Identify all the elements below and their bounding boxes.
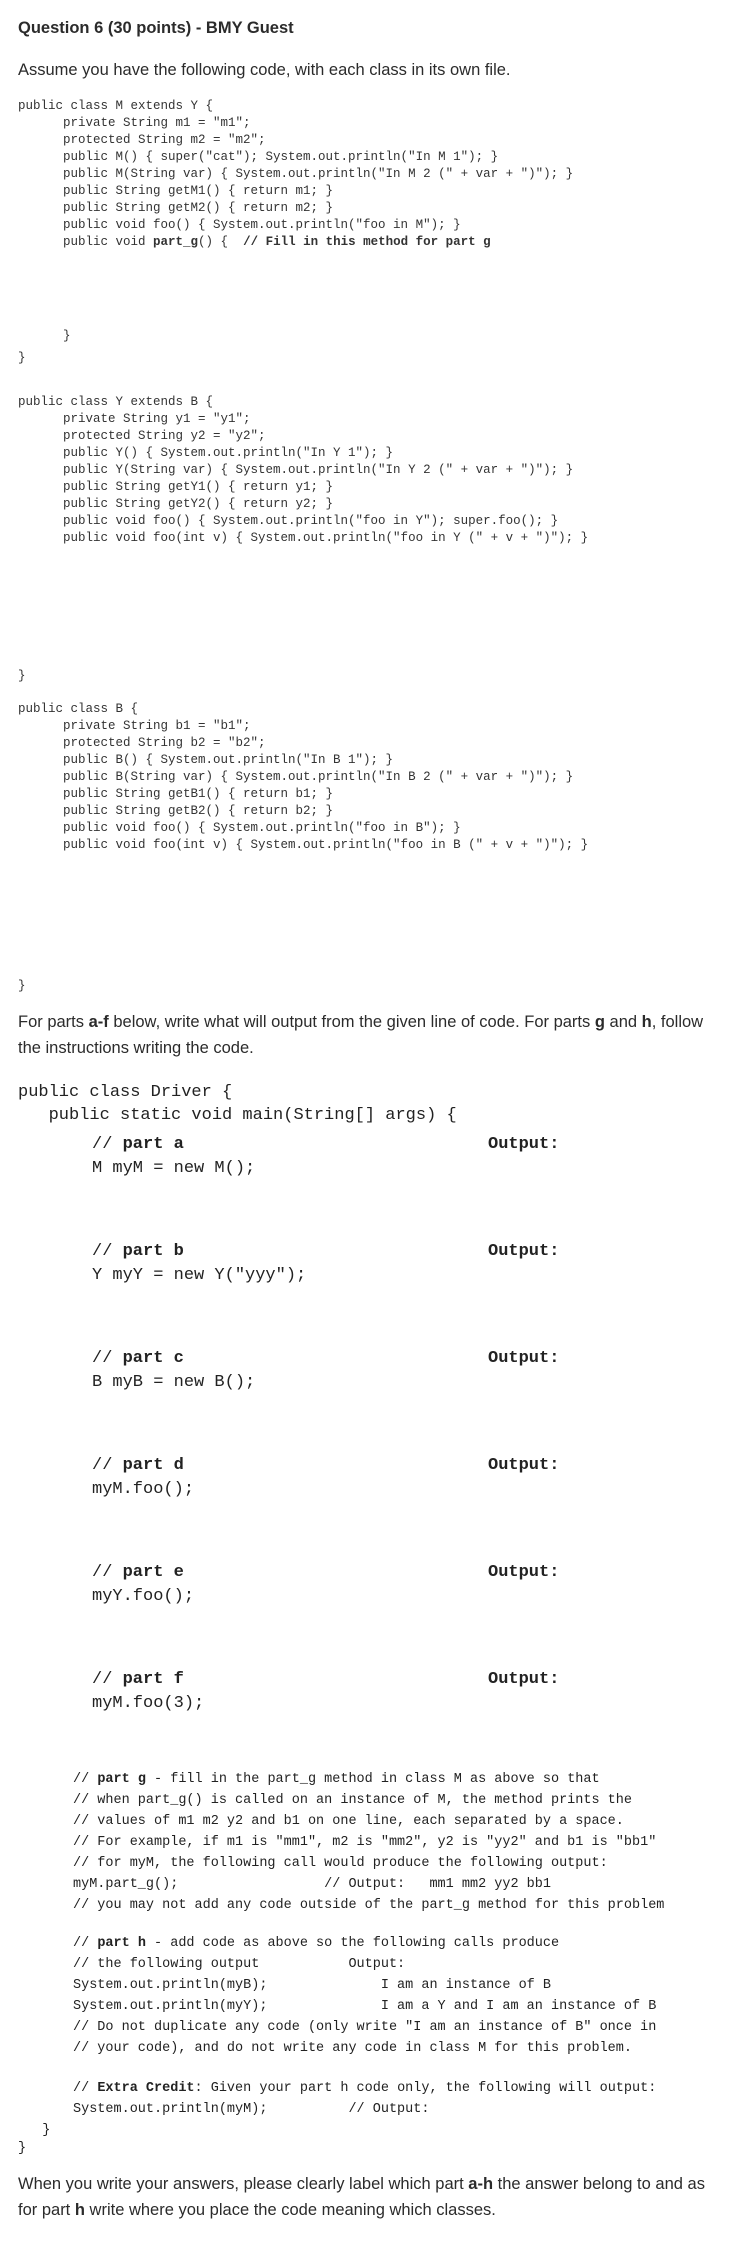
code-line: public String getB1() { return b1; }: [18, 787, 334, 801]
code-line: public void foo() { System.out.println("foo in Y"); super.foo(); }: [18, 514, 559, 528]
part-h-line: // your code), and do not write any code in class M for this problem.: [73, 2041, 632, 2056]
part-c-code: B myB = new B();: [92, 1373, 256, 1392]
part-c-output-label: Output:: [488, 1349, 560, 1368]
extra-credit-line: System.out.println(myM); // Output:: [73, 2102, 430, 2117]
part-e-comment: // part e: [92, 1563, 184, 1582]
part-b-output-label: Output:: [488, 1242, 560, 1261]
code-line: protected String b2 = "b2";: [18, 736, 266, 750]
part-f-output-label: Output:: [488, 1670, 560, 1689]
part-e-output-label: Output:: [488, 1563, 560, 1582]
code-line: public void foo(int v) { System.out.println("foo in Y (" + v + ")"); }: [18, 531, 589, 545]
part-d-code: myM.foo();: [92, 1480, 195, 1499]
code-line: private String m1 = "m1";: [18, 116, 251, 130]
code-line: public M() { super("cat"); System.out.println("In M 1"); }: [18, 150, 499, 164]
part-g-line: // values of m1 m2 y2 and b1 on one line, each separated by a space.: [73, 1814, 624, 1829]
code-line: public class M extends Y {: [18, 99, 214, 113]
part-d-output-label: Output:: [488, 1456, 560, 1475]
code-line: public B() { System.out.println("In B 1"); }: [18, 753, 394, 767]
part-b-comment: // part b: [92, 1242, 184, 1261]
instructions-paragraph: For parts a-f below, write what will output from the given line of code. For parts g and h, follow the instructions writing the code.: [18, 1013, 704, 1057]
class-close-brace: }: [18, 351, 26, 365]
code-line: public void foo() { System.out.println("foo in M"); }: [18, 218, 461, 232]
closing-paragraph: When you write your answers, please clearly label which part a-h the answer belong to and as for part h write where you place the code meaning which classes.: [18, 2175, 705, 2219]
code-line: public String getY2() { return y2; }: [18, 497, 334, 511]
code-line: public void foo() { System.out.println("foo in B"); }: [18, 821, 461, 835]
code-line: protected String y2 = "y2";: [18, 429, 266, 443]
part-c-comment: // part c: [92, 1349, 184, 1368]
part-h-line: System.out.println(myY); I am a Y and I am an instance of B: [73, 1999, 657, 2014]
extra-credit-heading: // Extra Credit: Given your part h code only, the following will output:: [73, 2081, 657, 2096]
question-title: Question 6 (30 points) - BMY Guest: [18, 19, 294, 37]
part-g-line: // when part_g() is called on an instance of M, the method prints the: [73, 1793, 632, 1808]
code-line: public class Y extends B {: [18, 395, 214, 409]
part-a-output-label: Output:: [488, 1135, 560, 1154]
main-close-brace: }: [18, 2123, 51, 2138]
method-close-brace: }: [18, 329, 71, 343]
code-line: private String b1 = "b1";: [18, 719, 251, 733]
code-line: public class B {: [18, 702, 139, 716]
part-g-line: myM.part_g(); // Output: mm1 mm2 yy2 bb1: [73, 1877, 551, 1892]
code-line: public String getM2() { return m2; }: [18, 201, 334, 215]
part-h-line: System.out.println(myB); I am an instance of B: [73, 1978, 551, 1993]
part-g-line: // For example, if m1 is "mm1", m2 is "mm2", y2 is "yy2" and b1 is "bb1": [73, 1835, 657, 1850]
code-line: protected String m2 = "m2";: [18, 133, 266, 147]
code-line: public void foo(int v) { System.out.println("foo in B (" + v + ")"); }: [18, 838, 589, 852]
part-a-comment: // part a: [92, 1135, 184, 1154]
part-g-line: // you may not add any code outside of the part_g method for this problem: [73, 1898, 665, 1913]
code-line: public String getB2() { return b2; }: [18, 804, 334, 818]
part-b-code: Y myY = new Y("yyy");: [92, 1266, 307, 1285]
part-a-code: M myM = new M();: [92, 1159, 256, 1178]
class-close-brace: }: [18, 979, 26, 993]
code-line: public Y() { System.out.println("In Y 1"); }: [18, 446, 394, 460]
part-g-line: // for myM, the following call would produce the following output:: [73, 1856, 608, 1871]
code-line: public B(String var) { System.out.println("In B 2 (" + var + ")"); }: [18, 770, 574, 784]
part-h-heading: // part h - add code as above so the following calls produce: [73, 1936, 560, 1951]
part-f-comment: // part f: [92, 1670, 184, 1689]
main-method-header: public static void main(String[] args) {: [18, 1106, 457, 1125]
part-h-line: // Do not duplicate any code (only write "I am an instance of B" once in: [73, 2020, 657, 2035]
part-g-method-signature: public void part_g() { // Fill in this method for part g: [18, 235, 491, 249]
code-line: public String getY1() { return y1; }: [18, 480, 334, 494]
class-close-brace: }: [18, 669, 26, 683]
part-g-heading: // part g - fill in the part_g method in class M as above so that: [73, 1772, 600, 1787]
code-line: private String y1 = "y1";: [18, 412, 251, 426]
code-line: public Y(String var) { System.out.println("In Y 2 (" + var + ")"); }: [18, 463, 574, 477]
code-line: public M(String var) { System.out.println("In M 2 (" + var + ")"); }: [18, 167, 574, 181]
driver-class-header: public class Driver {: [18, 1083, 233, 1102]
question-intro: Assume you have the following code, with each class in its own file.: [18, 61, 511, 79]
driver-close-brace: }: [18, 2141, 27, 2156]
code-line: public String getM1() { return m1; }: [18, 184, 334, 198]
part-e-code: myY.foo();: [92, 1587, 195, 1606]
part-f-code: myM.foo(3);: [92, 1694, 205, 1713]
part-d-comment: // part d: [92, 1456, 184, 1475]
part-h-line: // the following output Output:: [73, 1957, 406, 1972]
